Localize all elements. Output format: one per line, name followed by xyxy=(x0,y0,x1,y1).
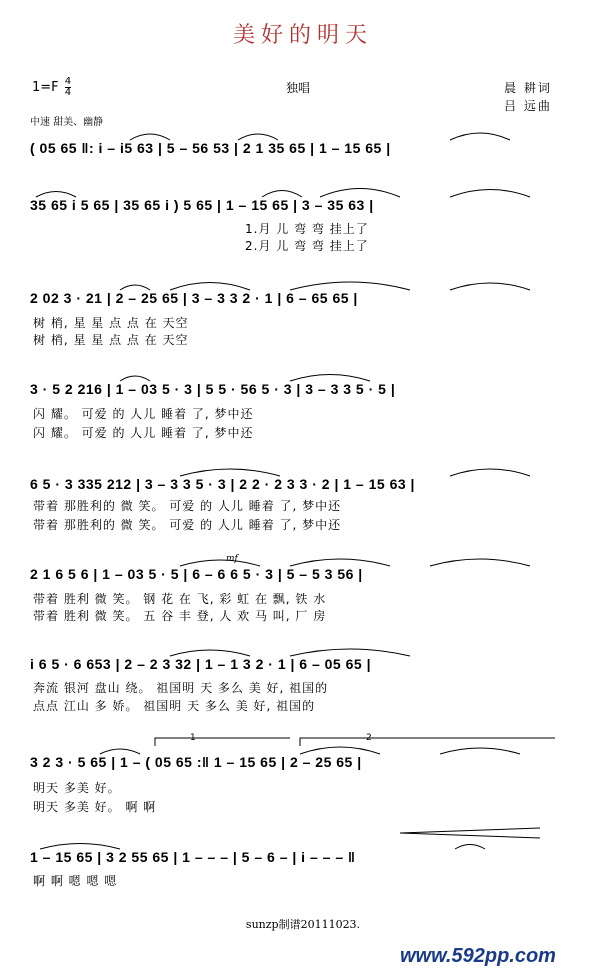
lyric-line: 带着 胜利 微 笑。 钢 花 在 飞, 彩 虹 在 飘, 铁 水 xyxy=(33,592,327,606)
notation-line-5: 6 5 · 3 335 212 | 3 – 3 3 5 · 3 | 2 2 · 2 3 3 · 2 | 1 – 15 63 | xyxy=(30,476,415,492)
lyric-line: 1.月 儿 弯 弯 挂上了 xyxy=(245,222,369,236)
volta-2-label: 2 xyxy=(366,733,372,743)
crescendo-hairpin xyxy=(400,828,540,838)
lyric-line: 树 梢, 星 星 点 点 在 天空 xyxy=(33,333,189,347)
notation-line-4: 3 · 5 2 216 | 1 – 03 5 · 3 | 5 5 · 56 5 · 3 | 3 – 3 3 5 · 5 | xyxy=(30,381,396,397)
tempo-marking: 中速 甜美、幽静 xyxy=(30,117,104,128)
volta-brackets xyxy=(155,738,555,746)
performance-type: 独唱 xyxy=(286,81,311,95)
lyric-line: 闪 耀。 可爱 的 人儿 睡着 了, 梦中还 xyxy=(33,407,254,421)
lyric-line: 闪 耀。 可爱 的 人儿 睡着 了, 梦中还 xyxy=(33,426,254,440)
composer-credit: 吕 远曲 xyxy=(504,99,552,113)
song-title: 美好的明天 xyxy=(232,23,373,48)
lyric-line: 明天 多美 好。 xyxy=(33,781,121,795)
lyric-line: 明天 多美 好。 啊 啊 xyxy=(33,800,157,814)
lyric-line: 啊 啊 嗯 嗯 嗯 xyxy=(33,874,118,888)
notation-line-9: 1 – 15 65 | 3 2 55 65 | 1 – – – | 5 – 6 – | i – – – ‖ xyxy=(30,849,356,865)
notation-line-2: 35 65 i 5 65 | 35 65 i ) 5 65 | 1 – 15 65 | 3 – 35 63 | xyxy=(30,197,374,213)
volta-1-label: 1 xyxy=(190,733,196,743)
site-watermark: www.592pp.com xyxy=(400,945,556,967)
transcriber-signature: sunzp制谱20111023. xyxy=(245,918,361,931)
lyric-line: 带着 那胜利的 微 笑。 可爱 的 人儿 睡着 了, 梦中还 xyxy=(33,499,342,513)
dynamic-marking: mf xyxy=(226,554,238,564)
notation-line-3: 2 02 3 · 21 | 2 – 25 65 | 3 – 3 3 2 · 1 | 6 – 65 65 | xyxy=(30,290,358,306)
lyricist-credit: 晨 耕词 xyxy=(504,81,552,95)
lyric-line: 带着 胜利 微 笑。 五 谷 丰 登, 人 欢 马 叫, 厂 房 xyxy=(33,609,327,623)
key-signature xyxy=(32,77,71,98)
notation-line-8: 3 2 3 · 5 65 | 1 – ( 05 65 :‖ 1 – 15 65 | 2 – 25 65 | xyxy=(30,754,362,770)
key-label: 1=F xyxy=(32,80,59,95)
lyric-line: 奔流 银河 盘山 绕。 祖国明 天 多么 美 好, 祖国的 xyxy=(33,681,329,695)
time-signature: $\frac{4}{4}$ xyxy=(64,76,72,98)
lyric-line: 点点 江山 多 娇。 祖国明 天 多么 美 好, 祖国的 xyxy=(33,699,316,713)
lyric-line: 树 梢, 星 星 点 点 在 天空 xyxy=(33,316,189,330)
notation-line-1: ( 05 65 ‖: i – i5 63 | 5 – 56 53 | 2 1 35 65 | 1 – 15 65 | xyxy=(30,140,391,156)
notation-line-6: 2 1 6 5 6 | 1 – 03 5 · 5 | 6 – 6 6 5 · 3 | 5 – 5 3 56 | xyxy=(30,566,363,582)
notation-line-7: i 6 5 · 6 653 | 2 – 2 3 32 | 1 – 1 3 2 · 1 | 6 – 05 65 | xyxy=(30,656,371,672)
lyric-line: 2.月 儿 弯 弯 挂上了 xyxy=(245,239,369,253)
lyric-line: 带着 那胜利的 微 笑。 可爱 的 人儿 睡着 了, 梦中还 xyxy=(33,518,342,532)
